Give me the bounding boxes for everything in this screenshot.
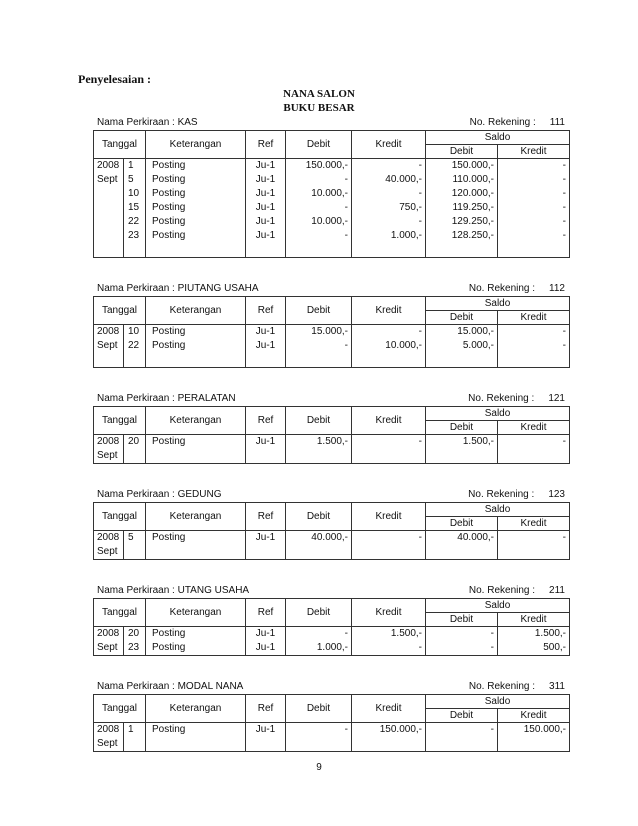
ledger-list [93,114,571,752]
ledger-table [93,598,570,656]
saldo-debit-cell: 15.000,- [426,325,498,340]
account-number-label: No. Rekening : [468,282,536,294]
description-cell: Posting [146,325,246,340]
ref-cell: Ju-1 [246,531,286,546]
ref-cell: Ju-1 [246,339,286,353]
saldo-kredit-cell: - [498,215,570,229]
description-cell: Posting [146,723,246,738]
saldo-debit-cell: 129.250,- [426,215,498,229]
kredit-cell [352,353,426,368]
ledger-account [93,678,571,752]
document-subtitle: BUKU BESAR [283,102,355,114]
saldo-debit-cell [426,737,498,752]
debit-cell: 10.000,- [286,215,352,229]
saldo-debit-cell [426,243,498,258]
col-saldo: Saldo [426,131,570,145]
col-debit: Debit [286,503,352,531]
account-name: GEDUNG [177,488,222,500]
date-year-cell: Sept [94,737,124,752]
col-tanggal: Tanggal [94,503,146,531]
ref-cell: Ju-1 [246,435,286,450]
ref-cell: Ju-1 [246,229,286,243]
ledger-row [94,435,570,450]
col-debit: Debit [286,599,352,627]
date-day-cell [124,243,146,258]
date-day-cell: 10 [124,187,146,201]
description-cell: Posting [146,229,246,243]
account-number-label: No. Rekening : [468,392,535,404]
kredit-cell: 750,- [352,201,426,215]
kredit-cell: - [352,641,426,656]
saldo-debit-cell: 150.000,- [426,159,498,174]
ledger-account [93,486,571,560]
col-tanggal: Tanggal [94,599,146,627]
col-saldo-kredit: Kredit [498,709,570,723]
date-day-cell: 22 [124,339,146,353]
ref-cell: Ju-1 [246,187,286,201]
date-day-cell: 1 [124,159,146,174]
date-year-cell: Sept [94,641,124,656]
debit-cell: 150.000,- [286,159,352,174]
date-day-cell: 5 [124,531,146,546]
col-tanggal: Tanggal [94,297,146,325]
debit-cell [286,737,352,752]
account-name-line [93,117,198,128]
description-cell [146,353,246,368]
account-number-label: No. Rekening : [468,488,535,500]
description-cell [146,449,246,464]
col-saldo: Saldo [426,599,570,613]
date-year-cell: Sept [94,339,124,353]
debit-cell [286,243,352,258]
kredit-cell: 1.000,- [352,229,426,243]
debit-cell: - [286,339,352,353]
col-saldo-kredit: Kredit [498,421,570,435]
ledger-table [93,694,570,752]
date-year-cell: 2008 [94,435,124,450]
saldo-debit-cell: 120.000,- [426,187,498,201]
saldo-debit-cell [426,449,498,464]
account-number-label: No. Rekening : [468,584,536,596]
ledger-account [93,280,571,368]
date-year-cell: 2008 [94,159,124,174]
kredit-cell: - [352,531,426,546]
date-year-cell [94,215,124,229]
ref-cell: Ju-1 [246,159,286,174]
account-prefix-label: Nama Perkiraan : [97,584,175,596]
ledger-meta [93,114,571,130]
saldo-debit-cell: 1.500,- [426,435,498,450]
kredit-cell: - [352,215,426,229]
debit-cell: 1.000,- [286,641,352,656]
saldo-kredit-cell [498,353,570,368]
account-name: MODAL NANA [177,680,244,692]
ledger-row [94,173,570,187]
date-day-cell: 15 [124,201,146,215]
account-number: 112 [549,282,565,294]
account-number-line [468,489,571,500]
section-heading: Penyelesaian : [78,72,151,86]
ledger-row [94,641,570,656]
ledger-table [93,406,570,464]
description-cell: Posting [146,435,246,450]
col-saldo-debit: Debit [426,145,498,159]
account-prefix-label: Nama Perkiraan : [97,488,175,500]
debit-cell: - [286,201,352,215]
ref-cell: Ju-1 [246,215,286,229]
ledger-row [94,229,570,243]
debit-cell [286,545,352,560]
ledger-meta [93,390,571,406]
ref-cell: Ju-1 [246,325,286,340]
col-kredit: Kredit [352,407,426,435]
date-day-cell [124,353,146,368]
saldo-debit-cell: 119.250,- [426,201,498,215]
date-year-cell [94,243,124,258]
kredit-cell: 10.000,- [352,339,426,353]
saldo-kredit-cell: - [498,173,570,187]
ledger-account [93,114,571,258]
kredit-cell: - [352,325,426,340]
col-tanggal: Tanggal [94,407,146,435]
debit-cell: - [286,229,352,243]
page-number: 9 [316,762,322,773]
col-debit: Debit [286,131,352,159]
saldo-debit-cell [426,353,498,368]
date-year-cell [94,201,124,215]
date-year-cell [94,229,124,243]
account-number-line [468,393,571,404]
account-name-line [93,393,236,404]
ledger-table [93,296,570,368]
col-saldo-debit: Debit [426,311,498,325]
ledger-table [93,502,570,560]
col-keterangan: Keterangan [146,297,246,325]
kredit-cell: 1.500,- [352,627,426,642]
date-day-cell [124,449,146,464]
account-name-line [93,283,259,294]
account-number: 311 [549,680,565,692]
description-cell: Posting [146,215,246,229]
ref-cell [246,243,286,258]
col-kredit: Kredit [352,131,426,159]
account-prefix-label: Nama Perkiraan : [97,392,175,404]
date-day-cell [124,545,146,560]
ledger-row [94,215,570,229]
debit-cell: - [286,173,352,187]
kredit-cell: - [352,187,426,201]
account-number: 111 [549,116,565,128]
account-prefix-label: Nama Perkiraan : [97,680,175,692]
account-name-line [93,489,222,500]
col-tanggal: Tanggal [94,131,146,159]
date-year-cell [94,353,124,368]
col-debit: Debit [286,407,352,435]
date-day-cell: 1 [124,723,146,738]
ledger-meta [93,486,571,502]
ref-cell [246,353,286,368]
debit-cell: 10.000,- [286,187,352,201]
ref-cell [246,545,286,560]
ledger-meta [93,280,571,296]
col-saldo-debit: Debit [426,613,498,627]
saldo-kredit-cell [498,449,570,464]
date-day-cell: 23 [124,229,146,243]
kredit-cell [352,545,426,560]
account-number-label: No. Rekening : [469,116,536,128]
account-number: 211 [549,584,565,596]
description-cell: Posting [146,201,246,215]
debit-cell: 40.000,- [286,531,352,546]
col-keterangan: Keterangan [146,407,246,435]
saldo-kredit-cell: - [498,201,570,215]
ledger-row [94,187,570,201]
ref-cell [246,449,286,464]
saldo-debit-cell: - [426,627,498,642]
col-saldo-kredit: Kredit [498,145,570,159]
title-block [0,87,638,115]
date-day-cell: 23 [124,641,146,656]
date-year-cell: Sept [94,545,124,560]
date-year-cell [94,187,124,201]
col-keterangan: Keterangan [146,695,246,723]
account-prefix-label: Nama Perkiraan : [97,116,175,128]
col-saldo-kredit: Kredit [498,311,570,325]
date-day-cell: 10 [124,325,146,340]
ref-cell [246,737,286,752]
ledger-row [94,201,570,215]
ledger-meta [93,678,571,694]
col-ref: Ref [246,695,286,723]
account-number-line [469,585,571,596]
saldo-kredit-cell [498,243,570,258]
date-day-cell: 5 [124,173,146,187]
col-saldo: Saldo [426,407,570,421]
ledger-row [94,325,570,340]
date-year-cell: 2008 [94,627,124,642]
ref-cell: Ju-1 [246,641,286,656]
saldo-kredit-cell: 1.500,- [498,627,570,642]
kredit-cell: 40.000,- [352,173,426,187]
saldo-kredit-cell: - [498,435,570,450]
saldo-kredit-cell: 150.000,- [498,723,570,738]
ref-cell: Ju-1 [246,723,286,738]
col-keterangan: Keterangan [146,599,246,627]
col-debit: Debit [286,695,352,723]
account-number-line [470,117,571,128]
saldo-kredit-cell: - [498,325,570,340]
col-saldo: Saldo [426,503,570,517]
ledger-row [94,339,570,353]
description-cell: Posting [146,627,246,642]
kredit-cell: - [352,159,426,174]
account-number-line [469,283,571,294]
saldo-kredit-cell: - [498,229,570,243]
ledger-row [94,353,570,368]
col-saldo-kredit: Kredit [498,613,570,627]
ledger-table [93,130,570,258]
account-number-line [469,681,571,692]
date-day-cell: 22 [124,215,146,229]
saldo-kredit-cell: - [498,531,570,546]
account-number: 123 [548,488,565,500]
saldo-kredit-cell: - [498,339,570,353]
account-name: PERALATAN [177,392,236,404]
saldo-kredit-cell [498,737,570,752]
col-saldo-debit: Debit [426,421,498,435]
col-keterangan: Keterangan [146,131,246,159]
description-cell [146,545,246,560]
kredit-cell [352,243,426,258]
debit-cell: - [286,627,352,642]
debit-cell: 1.500,- [286,435,352,450]
saldo-debit-cell: 5.000,- [426,339,498,353]
col-saldo: Saldo [426,695,570,709]
ledger-row [94,243,570,258]
saldo-debit-cell [426,545,498,560]
date-day-cell: 20 [124,627,146,642]
date-year-cell: Sept [94,173,124,187]
col-saldo-debit: Debit [426,709,498,723]
col-kredit: Kredit [352,599,426,627]
kredit-cell [352,737,426,752]
saldo-kredit-cell [498,545,570,560]
ledger-row [94,449,570,464]
col-saldo: Saldo [426,297,570,311]
date-year-cell: 2008 [94,531,124,546]
saldo-kredit-cell: 500,- [498,641,570,656]
saldo-debit-cell: 40.000,- [426,531,498,546]
ledger-row [94,545,570,560]
saldo-debit-cell: - [426,723,498,738]
date-year-cell: 2008 [94,723,124,738]
kredit-cell [352,449,426,464]
col-ref: Ref [246,599,286,627]
col-keterangan: Keterangan [146,503,246,531]
col-saldo-kredit: Kredit [498,517,570,531]
ref-cell: Ju-1 [246,201,286,215]
col-ref: Ref [246,407,286,435]
description-cell [146,243,246,258]
ledger-account [93,390,571,464]
date-year-cell: 2008 [94,325,124,340]
kredit-cell: 150.000,- [352,723,426,738]
date-day-cell: 20 [124,435,146,450]
col-debit: Debit [286,297,352,325]
description-cell [146,737,246,752]
description-cell: Posting [146,531,246,546]
account-name-line [93,585,249,596]
account-prefix-label: Nama Perkiraan : [97,282,175,294]
account-name: PIUTANG USAHA [177,282,259,294]
company-title: NANA SALON [283,88,355,100]
debit-cell [286,449,352,464]
description-cell: Posting [146,339,246,353]
debit-cell: 15.000,- [286,325,352,340]
col-kredit: Kredit [352,503,426,531]
saldo-debit-cell: 110.000,- [426,173,498,187]
account-number: 121 [548,392,565,404]
account-name-line [93,681,243,692]
debit-cell [286,353,352,368]
account-name: KAS [177,116,198,128]
ledger-row [94,723,570,738]
kredit-cell: - [352,435,426,450]
description-cell: Posting [146,173,246,187]
debit-cell: - [286,723,352,738]
ref-cell: Ju-1 [246,627,286,642]
date-day-cell [124,737,146,752]
description-cell: Posting [146,159,246,174]
saldo-kredit-cell: - [498,187,570,201]
ref-cell: Ju-1 [246,173,286,187]
col-ref: Ref [246,131,286,159]
saldo-debit-cell: - [426,641,498,656]
description-cell: Posting [146,641,246,656]
ledger-meta [93,582,571,598]
col-saldo-debit: Debit [426,517,498,531]
col-kredit: Kredit [352,695,426,723]
ledger-row [94,159,570,174]
ledger-row [94,737,570,752]
account-number-label: No. Rekening : [468,680,536,692]
account-name: UTANG USAHA [177,584,250,596]
saldo-kredit-cell: - [498,159,570,174]
description-cell: Posting [146,187,246,201]
ledger-row [94,627,570,642]
col-tanggal: Tanggal [94,695,146,723]
col-ref: Ref [246,297,286,325]
col-kredit: Kredit [352,297,426,325]
ledger-row [94,531,570,546]
saldo-debit-cell: 128.250,- [426,229,498,243]
ledger-account [93,582,571,656]
col-ref: Ref [246,503,286,531]
date-year-cell: Sept [94,449,124,464]
